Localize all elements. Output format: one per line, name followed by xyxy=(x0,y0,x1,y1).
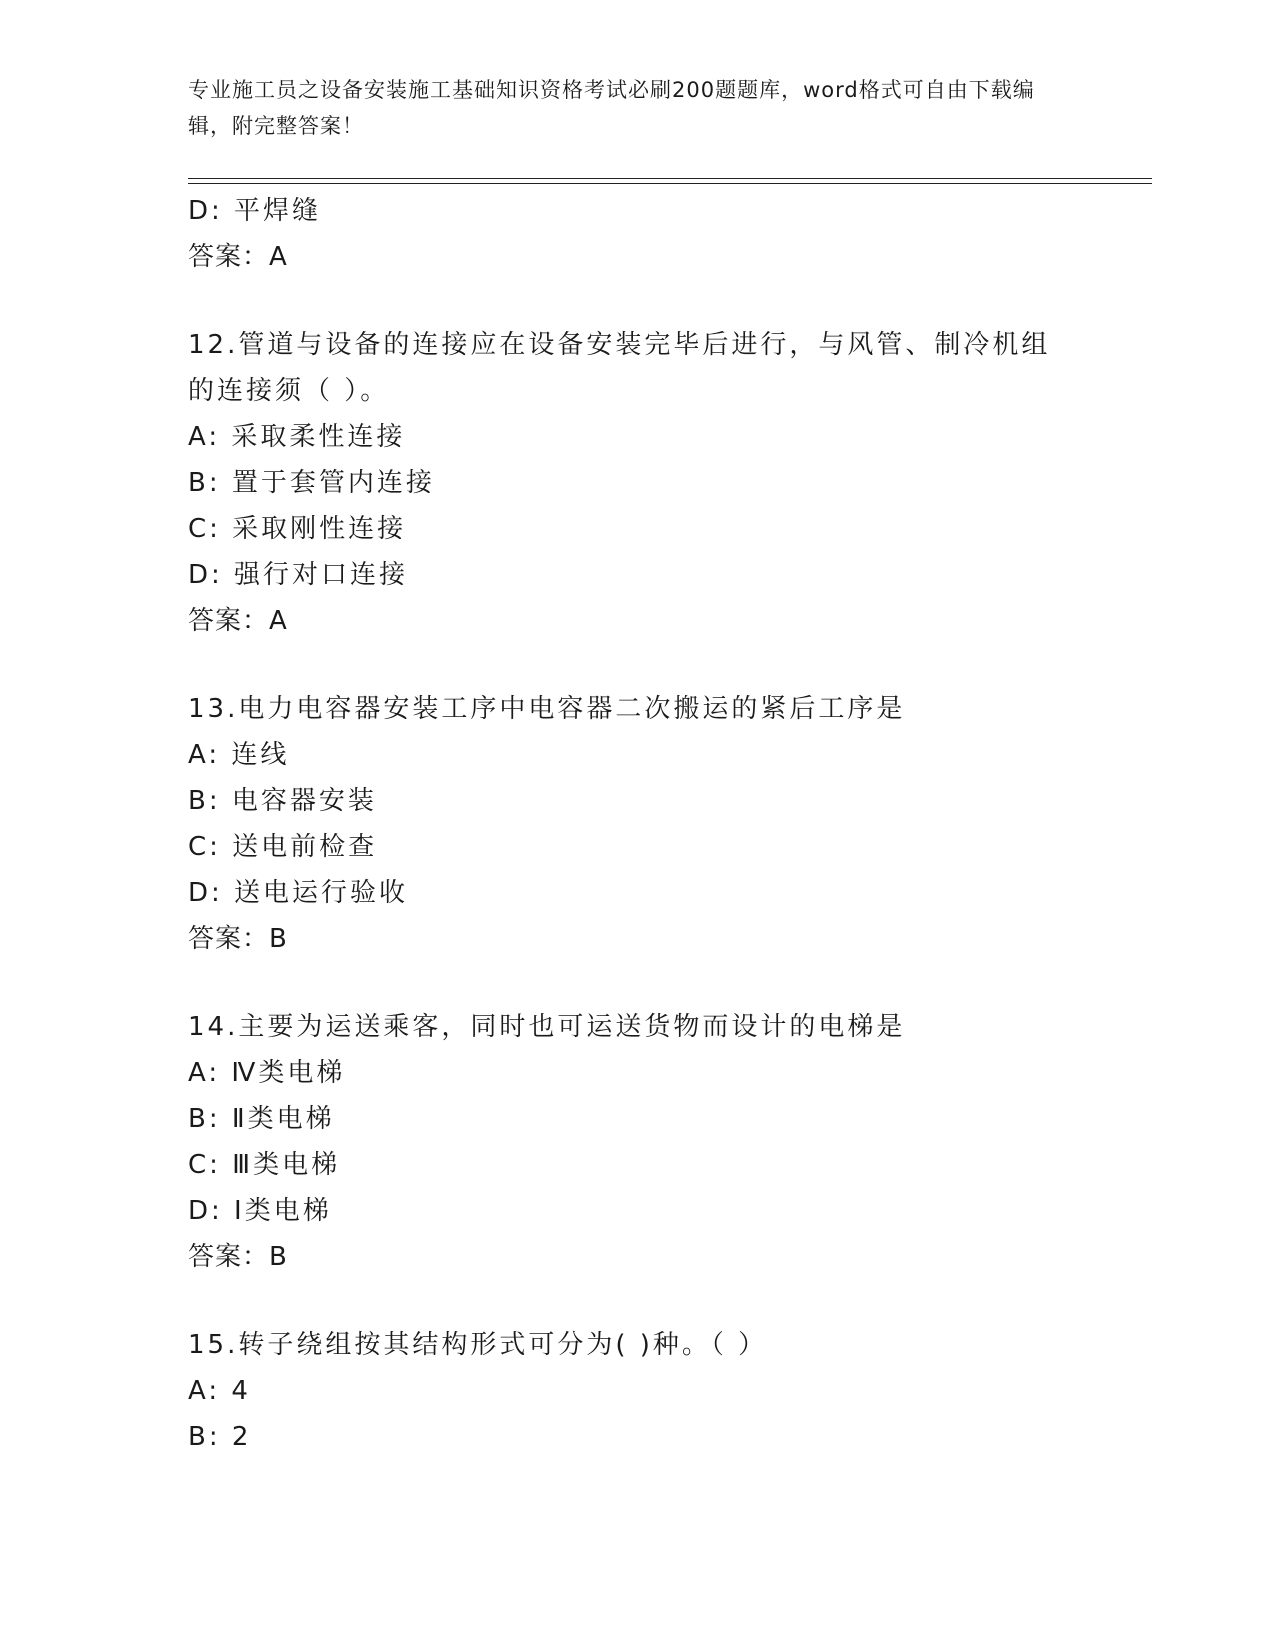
option-c: C: Ⅲ类电梯 xyxy=(188,1150,341,1180)
question-stem: 15.转子绕组按其结构形式可分为( )种。（ ） xyxy=(188,1330,768,1360)
header-divider-second xyxy=(188,183,1152,184)
header-divider xyxy=(188,178,1152,179)
question-14 xyxy=(188,1004,1088,1280)
question-list xyxy=(188,188,1088,1460)
question-15 xyxy=(188,1322,1088,1460)
option-b: B: Ⅱ类电梯 xyxy=(188,1104,335,1134)
option-c: C: 送电前检查 xyxy=(188,832,378,862)
question-stem: 14.主要为运送乘客，同时也可运送货物而设计的电梯是 xyxy=(188,1012,906,1042)
option-d: D: 强行对口连接 xyxy=(188,560,409,590)
answer-line: 答案：A xyxy=(188,606,288,636)
answer-line: 答案：B xyxy=(188,1242,288,1272)
option-d: D: Ⅰ类电梯 xyxy=(188,1196,332,1226)
document-header: 专业施工员之设备安装施工基础知识资格考试必刷200题题库，word格式可自由下载编辑，附完整答案！ xyxy=(188,78,1035,138)
option-a: A: 采取柔性连接 xyxy=(188,422,406,452)
option-a: A: 4 xyxy=(188,1376,251,1406)
answer-line: 答案：A xyxy=(188,242,288,272)
option-d: D: 平焊缝 xyxy=(188,196,322,226)
question-stem: 13.电力电容器安装工序中电容器二次搬运的紧后工序是 xyxy=(188,694,906,724)
option-b: B: 电容器安装 xyxy=(188,786,377,816)
option-c: C: 采取刚性连接 xyxy=(188,514,407,544)
question-12 xyxy=(188,322,1088,644)
option-b: B: 2 xyxy=(188,1422,252,1452)
option-b: B: 置于套管内连接 xyxy=(188,468,435,498)
option-a: A: 连线 xyxy=(188,740,290,770)
option-d: D: 送电运行验收 xyxy=(188,878,409,908)
question-stem: 12.管道与设备的连接应在设备安装完毕后进行，与风管、制冷机组的连接须（ ）。 xyxy=(188,330,1051,406)
question-13 xyxy=(188,686,1088,962)
option-a: A: Ⅳ类电梯 xyxy=(188,1058,346,1088)
answer-line: 答案：B xyxy=(188,924,288,954)
